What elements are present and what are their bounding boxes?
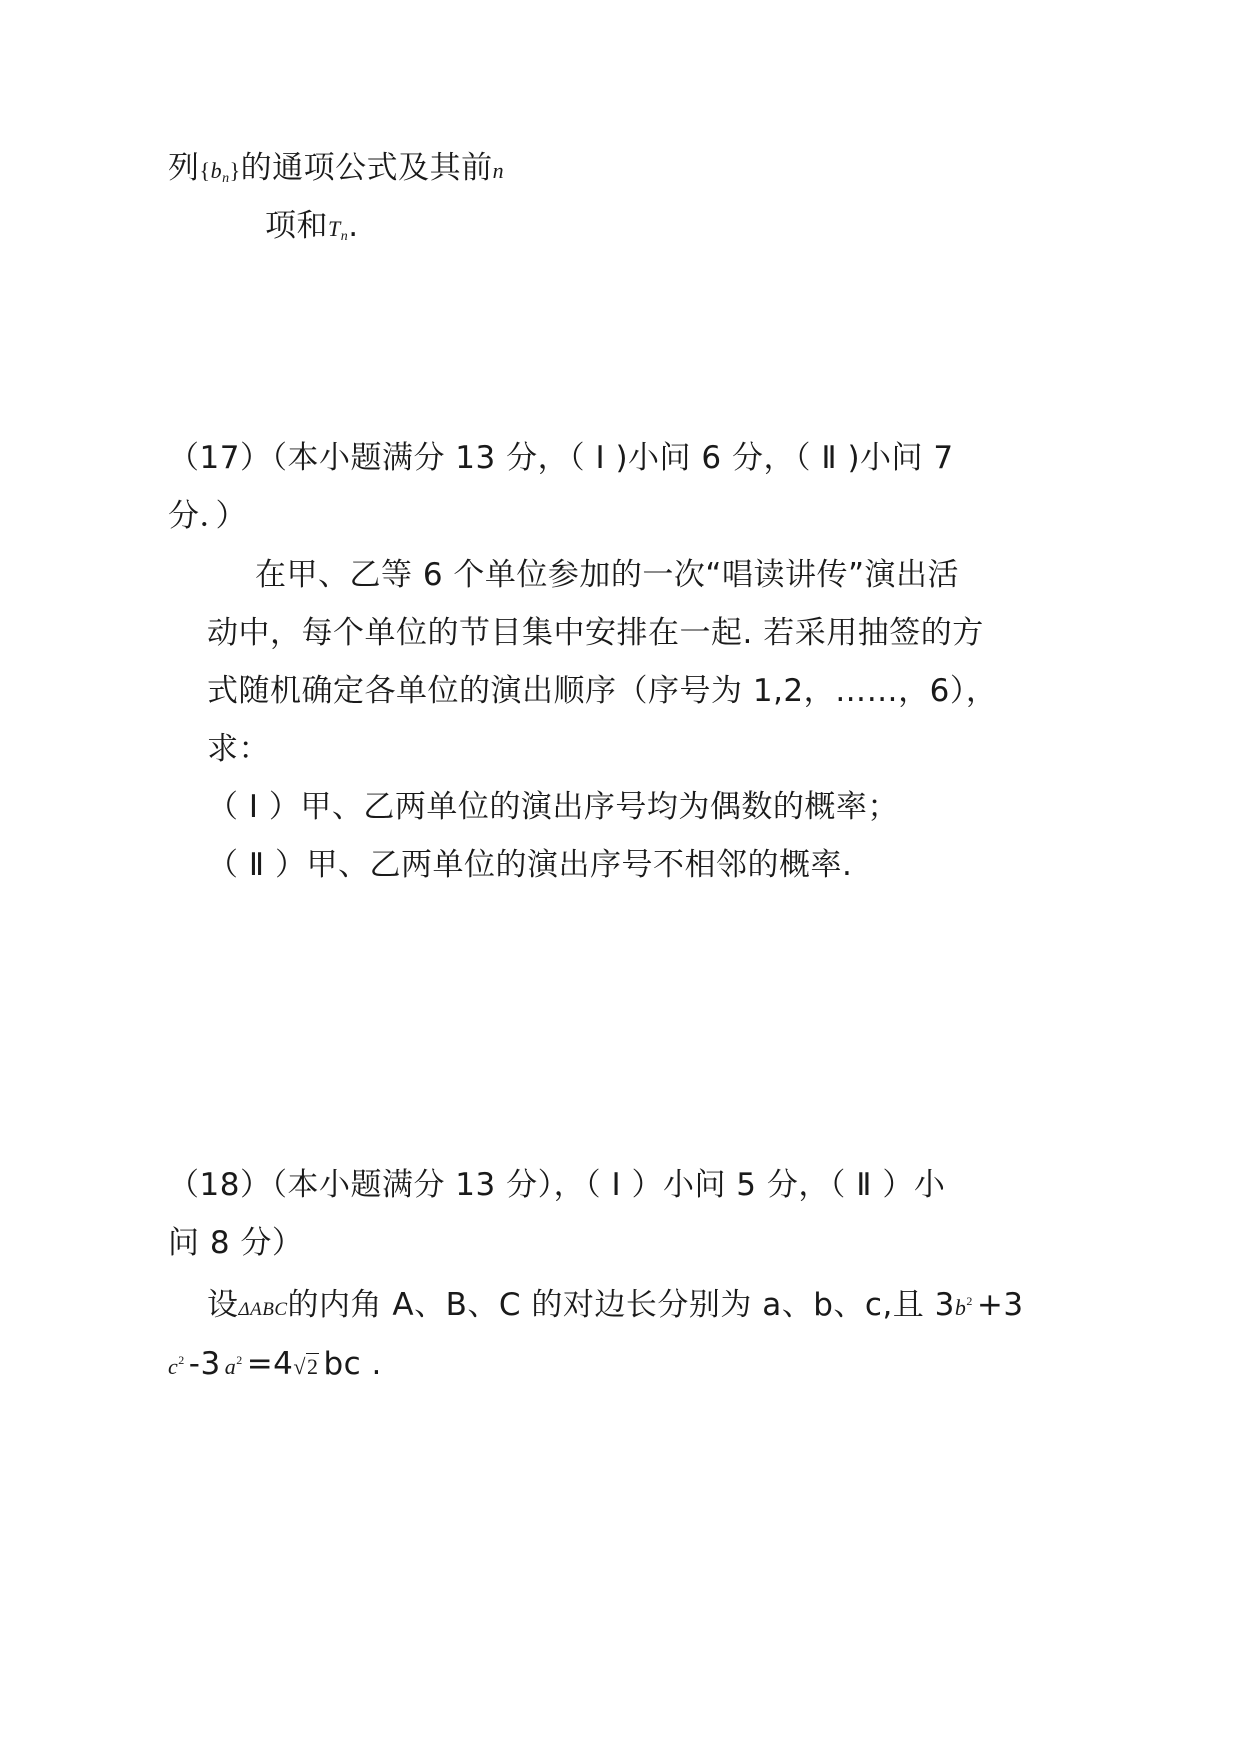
- triangle-abc: ΔABC: [238, 1299, 288, 1320]
- plus-three: +3: [976, 1287, 1024, 1323]
- fragment-line-2: [265, 206, 359, 257]
- seq-var: b: [210, 158, 223, 183]
- q17-body-line-2: 动中，每个单位的节目集中安排在一起. 若采用抽签的方: [207, 615, 984, 651]
- fragment-n: n: [492, 158, 505, 183]
- q18-body-line-1: [207, 1281, 1024, 1330]
- q18-header-line-2: 问 8 分）: [168, 1225, 304, 1261]
- c-exp: 2: [178, 1353, 185, 1367]
- equals-four: =4: [246, 1346, 294, 1382]
- q18-body-prefix: 设: [207, 1287, 239, 1323]
- q17-part-1: （ Ⅰ ）甲、乙两单位的演出序号均为偶数的概率；: [207, 789, 899, 825]
- q17-body-line-3: 式随机确定各单位的演出顺序（序号为 1,2，……，6），: [207, 673, 998, 709]
- q17-body-line-4: 求：: [207, 731, 270, 767]
- tn-var: T: [328, 216, 341, 241]
- sqrt-sign: √: [293, 1354, 306, 1379]
- q18-body-line-2: [168, 1340, 382, 1387]
- fragment-line2-prefix: 项和: [265, 208, 328, 244]
- q17-header-line-2: 分．）: [168, 498, 247, 534]
- q18-header-line-1: （18）（本小题满分 13 分），（ Ⅰ ）小问 5 分，（ Ⅱ ）小: [168, 1167, 946, 1203]
- c-var: c: [168, 1354, 179, 1379]
- seq-sub: n: [222, 171, 230, 186]
- minus-three: -3: [188, 1346, 221, 1382]
- q17-part-2: （ Ⅱ ）甲、乙两单位的演出序号不相邻的概率.: [207, 847, 853, 883]
- fragment-prefix: 列: [168, 150, 200, 186]
- fragment-suffix: 的通项公式及其前: [240, 150, 493, 186]
- tn-sub: n: [340, 229, 349, 244]
- q18-body-mid: 的内角 A、B、C 的对边长分别为 a、b、c,且 3: [287, 1287, 955, 1323]
- b-var: b: [954, 1295, 967, 1320]
- right-brace: }: [229, 158, 241, 183]
- fragment-line-1: [168, 148, 504, 199]
- fragment-line2-end: .: [348, 208, 359, 244]
- left-brace: {: [199, 158, 211, 183]
- sqrt-arg: 2: [306, 1354, 319, 1379]
- bc-term: bc .: [323, 1346, 382, 1382]
- q17-header-line-1: （17）（本小题满分 13 分，（ Ⅰ )小问 6 分，（ Ⅱ )小问 7: [168, 440, 954, 476]
- b-exp: 2: [966, 1294, 973, 1308]
- q17-body-line-1: 在甲、乙等 6 个单位参加的一次“唱读讲传”演出活: [255, 557, 960, 593]
- a-exp: 2: [236, 1353, 243, 1367]
- a-var: a: [224, 1354, 237, 1379]
